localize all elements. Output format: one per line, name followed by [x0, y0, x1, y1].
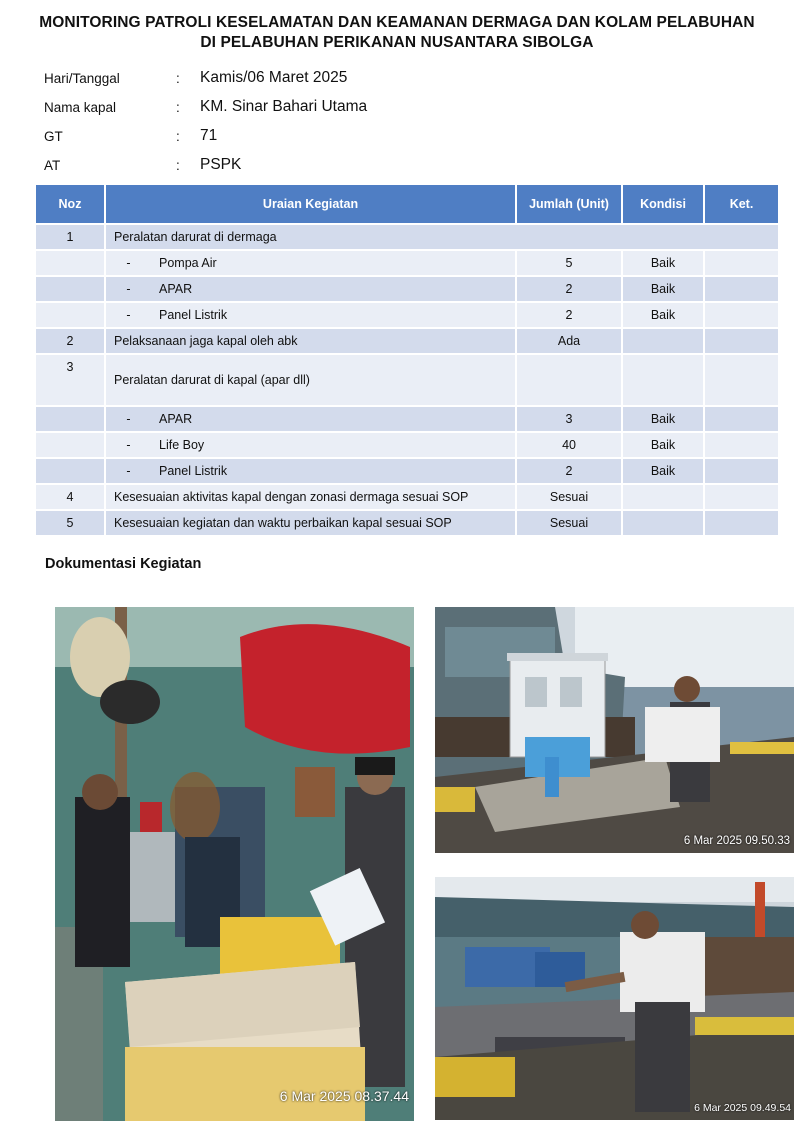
- title-line-1: MONITORING PATROLI KESELAMATAN DAN KEAMANAN DERMAGA DAN KOLAM PELABUHAN: [39, 14, 755, 31]
- info-label: Nama kapal: [44, 100, 117, 115]
- photo-power-panel: [435, 607, 794, 853]
- info-row-date: Hari/Tanggal : Kamis/06 Maret 2025: [44, 69, 348, 86]
- table-row: - Life Boy 40 Baik: [36, 433, 780, 459]
- info-row-at: AT : PSPK: [44, 156, 242, 173]
- title-line-2: DI PELABUHAN PERIKANAN NUSANTARA SIBOLGA: [200, 34, 594, 51]
- photo-deck-image: [435, 877, 794, 1120]
- info-value: PSPK: [200, 156, 242, 173]
- info-label: Hari/Tanggal: [44, 71, 120, 86]
- photo-timestamp: 6 Mar 2025 09.49.54: [694, 1102, 791, 1114]
- photo-panel-image: [435, 607, 794, 853]
- header-notes: Ket.: [705, 185, 780, 223]
- table-row: - Panel Listrik 2 Baik: [36, 459, 780, 485]
- info-row-gt: GT : 71: [44, 127, 218, 144]
- documentation-title: Dokumentasi Kegiatan: [45, 556, 202, 572]
- photo-timestamp: 6 Mar 2025 09.50.33: [683, 835, 790, 847]
- info-value: 71: [200, 127, 218, 144]
- photo-cabin-image: [55, 607, 414, 1121]
- photo-deck-check: [435, 877, 794, 1120]
- table-row: 4 Kesesuaian aktivitas kapal dengan zonasi dermaga sesuai SOP Sesuai: [36, 485, 780, 511]
- header-description: Uraian Kegiatan: [106, 185, 517, 223]
- info-value: Kamis/06 Maret 2025: [200, 69, 348, 86]
- header-condition: Kondisi: [623, 185, 705, 223]
- info-label: AT: [44, 158, 61, 173]
- table-row: - APAR 2 Baik: [36, 277, 780, 303]
- info-row-ship: Nama kapal : KM. Sinar Bahari Utama: [44, 98, 368, 115]
- info-value: KM. Sinar Bahari Utama: [200, 98, 368, 115]
- header-quantity: Jumlah (Unit): [517, 185, 623, 223]
- header-no: Noz: [36, 185, 106, 223]
- page-title: [0, 13, 794, 53]
- table-row: - Pompa Air 5 Baik: [36, 251, 780, 277]
- photo-cabin-inspection: [55, 607, 414, 1121]
- table-row: 2 Pelaksanaan jaga kapal oleh abk Ada: [36, 329, 780, 355]
- table-row: 3 Peralatan darurat di kapal (apar dll): [36, 355, 780, 407]
- info-section: [44, 66, 644, 182]
- info-label: GT: [44, 129, 63, 144]
- photo-timestamp: 6 Mar 2025 08.37.44: [279, 1088, 409, 1104]
- table-row: - Panel Listrik 2 Baik: [36, 303, 780, 329]
- table-row: - APAR 3 Baik: [36, 407, 780, 433]
- table-row: 5 Kesesuaian kegiatan dan waktu perbaikan kapal sesuai SOP Sesuai: [36, 511, 780, 537]
- table-row: 1 Peralatan darurat di dermaga: [36, 225, 780, 251]
- monitoring-table: [36, 185, 780, 537]
- table-header: [36, 185, 780, 223]
